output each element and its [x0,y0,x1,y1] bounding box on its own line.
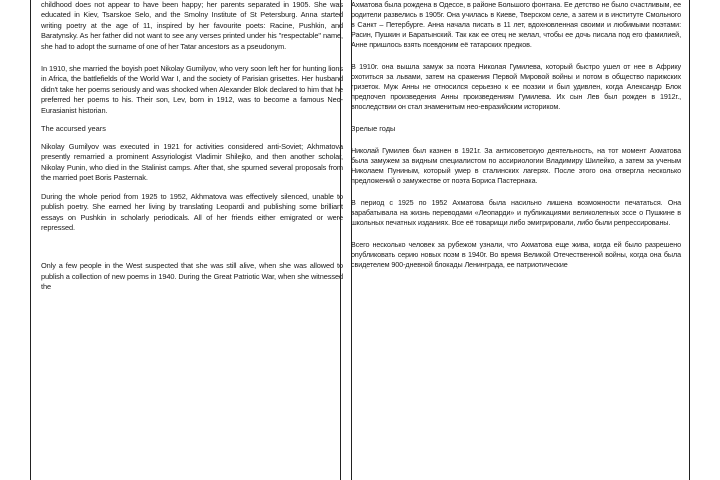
english-paragraph-3: Nikolay Gumilyov was executed in 1921 for activities considered anti-Soviet; Akhmatova presently remarried a prominent Assyriologist Vladimir Shilejko, and then another scholar, Nikolay Punin, who died in the Stalinist camps. After that, she spurned several proposals from the married poet Boris Pasternak. [41,142,343,183]
russian-section-heading: Зрелые годы [351,124,396,133]
russian-column [340,0,690,480]
russian-paragraph-3: Николай Гумилев был казнен в 1921г. За антисоветскую деятельность, на тот момент Ахматова была замужем за видным специалистом по ассириологии Владимиру Шилейко, а затем за ученым Николаем Пуниным, который умер в сталинских лагерях. После этого она отвергла несколько предложений о замужестве от поэта Бориса Пастернака. [351,146,681,185]
english-paragraph-1: childhood does not appear to have been happy; her parents separated in 1905. She was educated in Kiev, Tsarskoe Selo, and the Smolny Institute of St Petersburg. Anna started writing poetry at the age of 11, inspired by her favourite poets: Racine, Pushkin, and Baratynsky. As her father did not want to see any verses printed under his "respectable" name, she had to adopt the surname of one of her Tatar ancestors as a pseudonym. [41,0,343,51]
english-paragraph-4: During the whole period from 1925 to 1952, Akhmatova was effectively silenced, unable to publish poetry. She earned her living by translating Leopardi and publishing some brilliant essays on Pushkin in scholarly periodicals. All of her friends either emigrated or were repressed. [41,191,343,232]
russian-paragraph-5: Всего несколько человек за рубежом узнали, что Ахматова еще жива, когда ей было разрешено опубликовать серию новых поэм в 1940г. Во время Великой Отечественной войны, когда она была свидетелем 900-дневной блокады Ленинграда, ее патриотические [351,240,681,269]
russian-paragraph-1: Ахматова была рождена в Одессе, в районе Большого фонтана. Ее детство не было счастливым, ее родители развелись в 1905г. Она училась в Киеве, Тверском селе, а затем и в институте Смольного в Санкт – Петербурге. Анна начала писать в 11 лет, вдохновленная своими и любимыми поэтами: Расин, Пушкин и Баратынский. Так как ее отец не желал, чтобы ее дочь писала под его фамилией, Анне пришлось взять псевдоним её татарских предков. [351,0,681,49]
english-paragraph-5: Only a few people in the West suspected that she was still alive, when she was allowed to publish a collection of new poems in 1940. During the Great Patriotic War, when she witnessed the [41,261,343,292]
english-section-heading: The accursed years [41,124,106,134]
russian-paragraph-4: В период с 1925 по 1952 Ахматова была насильно лишена возможности печататься. Она зарабатывала на жизнь переводами «Леопарди» и публикациями великолепных эссе о Пушкине в школьных печатных изданиях. Все её товарищи либо эмигрировали, либо были репрессированы. [351,198,681,227]
english-paragraph-2: In 1910, she married the boyish poet Nikolay Gumilyov, who very soon left her for hunting lions in Africa, the battlefields of the World War I, and the society of Parisian grisettes. Her husband didn't take her poems seriously and was shocked when Alexander Blok declared to him that he preferred her poems to his. Their son, Lev, born in 1912, was to become a famous Neo-Eurasianist historian. [41,64,343,115]
english-column [30,0,352,480]
russian-paragraph-2: В 1910г. она вышла замуж за поэта Николая Гумилева, который быстро ушел от нее в Африку охотиться за львами, затем на сражения Первой Мировой войны и потом в общество парижских гризеток. Муж Анны не относился серьезно к ее поэзии и был удивлен, когда Александр Блок предпочел произведения Анны произведениям Гумилева. Их сын Лев был рожден в 1912г., впоследствии он стал знаменитым нео-евразийским историком. [351,62,681,111]
